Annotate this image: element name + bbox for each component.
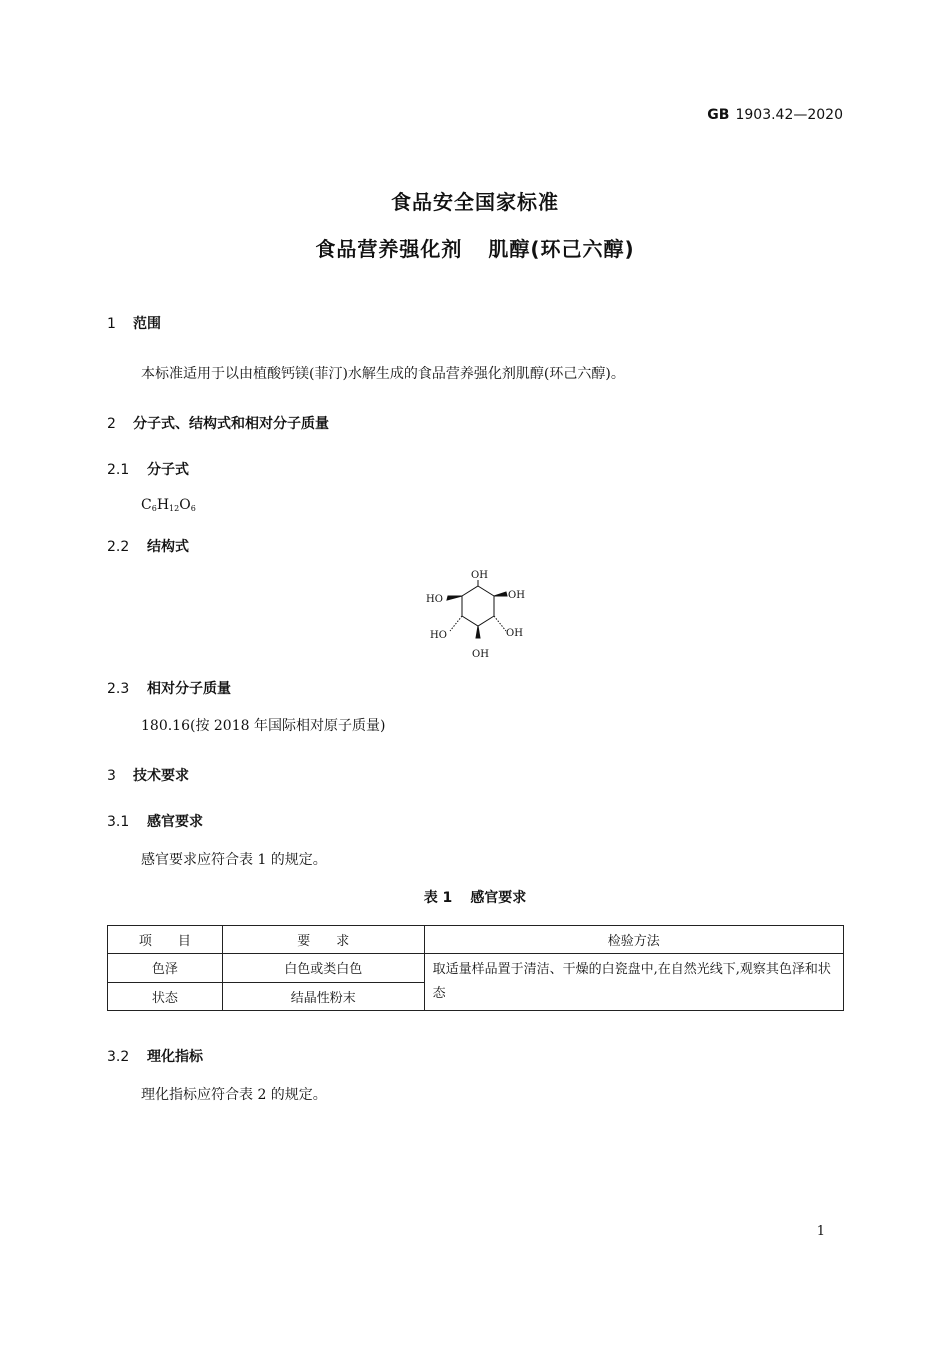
section-number: 1 [107,316,116,332]
section-number: 2.3 [107,681,130,697]
section-title: 范围 [133,316,161,332]
section-3-2-text: 理化指标应符合表 2 的规定。 [141,1087,327,1103]
section-number: 2.2 [107,539,130,555]
section-title: 分子式 [147,462,189,478]
standard-prefix: GB [707,107,730,123]
cell-item: 色泽 [108,954,223,983]
cell-requirement: 白色或类白色 [222,954,424,983]
oh-label-top: OH [471,570,488,581]
title-part-1: 食品营养强化剂 [315,237,463,261]
section-number: 3.1 [107,814,130,830]
section-2-2-heading [107,536,189,556]
sensory-requirements-table [107,925,844,1011]
section-title: 相对分子质量 [147,681,231,697]
section-number: 3.2 [107,1049,130,1065]
table-header-row [108,926,844,954]
section-3-1-text: 感官要求应符合表 1 的规定。 [141,852,327,868]
section-3-1-heading [107,811,203,831]
section-number: 2 [107,416,116,432]
molecular-mass-text: 180.16(按 2018 年国际相对原子质量) [141,718,386,734]
section-3-heading [107,765,189,785]
section-title: 分子式、结构式和相对分子质量 [133,416,329,432]
page-number: 1 [816,1224,825,1239]
section-number: 2.1 [107,462,130,478]
oh-label-upper-right: OH [508,590,525,601]
section-number: 3 [107,768,116,784]
section-1-heading [107,313,161,333]
section-title: 技术要求 [133,768,189,784]
header-item: 项 目 [108,926,223,954]
title-part-2: 肌醇(环己六醇) [488,237,635,261]
title-line-1: 食品安全国家标准 [391,190,559,214]
ho-label-upper-left: HO [426,594,443,605]
table-1-caption [0,887,950,907]
section-title: 理化指标 [147,1049,203,1065]
cell-requirement: 结晶性粉末 [222,982,424,1011]
section-1-text: 本标准适用于以由植酸钙镁(菲汀)水解生成的食品营养强化剂肌醇(环己六醇)。 [141,366,625,382]
cell-test-method: 取适量样品置于清洁、干燥的白瓷盘中,在自然光线下,观察其色泽和状态 [424,954,843,1011]
ho-label-lower-left: HO [430,630,447,641]
standard-number: 1903.42—2020 [735,107,843,123]
oh-label-lower-right: OH [506,628,523,639]
oh-label-bottom: OH [472,649,489,660]
section-3-2-heading [107,1046,203,1066]
section-title: 感官要求 [147,814,203,830]
table-caption-number: 表 1 [423,890,453,906]
table-caption-title: 感官要求 [470,890,527,906]
section-title: 结构式 [147,539,189,555]
cell-item: 状态 [108,982,223,1011]
header-test-method: 检验方法 [424,926,843,954]
title-line-2 [0,233,950,262]
molecular-formula: $C_6H_{12}O_6$ [141,497,196,513]
section-2-3-heading [107,678,231,698]
section-2-heading [107,413,329,433]
structural-formula [420,566,540,662]
table-row [108,954,844,983]
section-2-1-heading [107,459,189,479]
header-requirement: 要 求 [222,926,424,954]
standard-code [707,107,843,123]
